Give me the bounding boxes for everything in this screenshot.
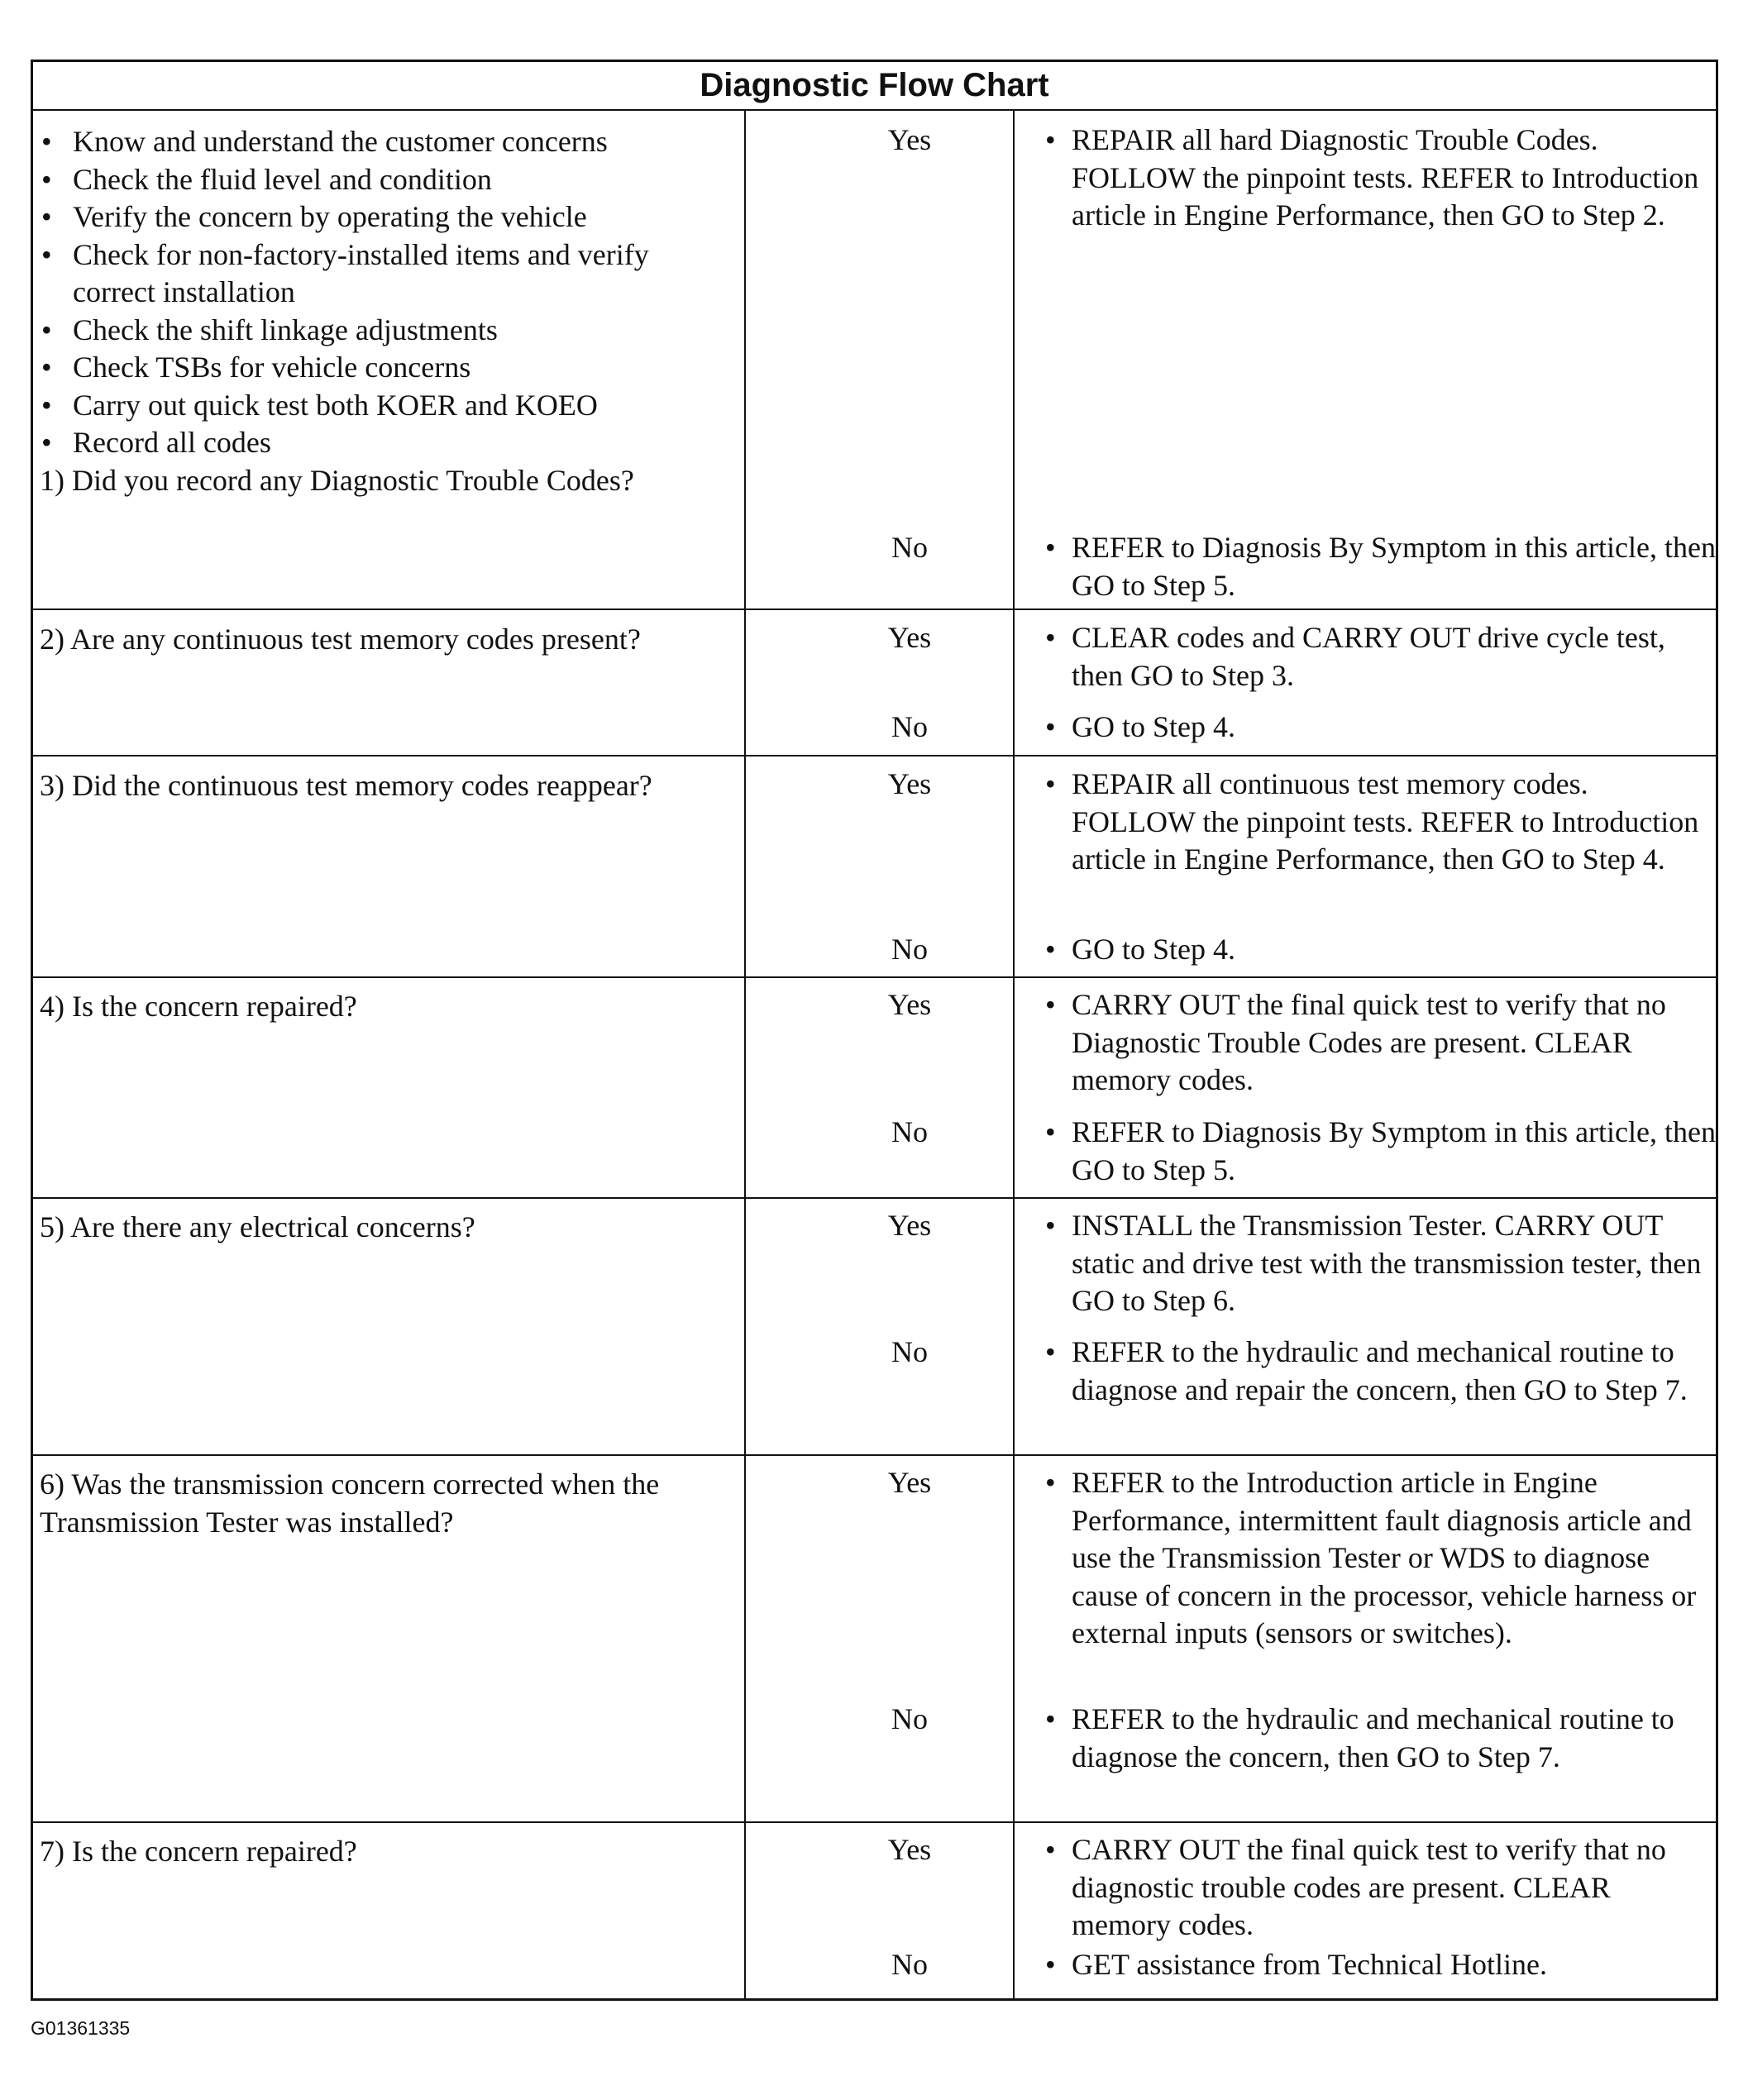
step-1-question-cell [40, 123, 734, 499]
checklist-item: • Check for non-factory-installed items and verify correct installation [40, 236, 734, 312]
step-3-no-action: • GO to Step 4. [1022, 931, 1717, 969]
checklist-item: • Record all codes [40, 424, 734, 462]
diagnostic-flow-chart [31, 60, 1718, 2001]
step-4-no-action: • REFER to Diagnosis By Symptom in this article, then GO to Step 5. [1022, 1114, 1717, 1189]
checklist-item: • Know and understand the customer concerns [40, 123, 734, 161]
step-4-yes-label: Yes [887, 988, 932, 1021]
step-7-yes-label: Yes [887, 1833, 932, 1866]
step-6-yes-label: Yes [887, 1466, 932, 1499]
step-7-yes-action: • CARRY OUT the final quick test to verify that no diagnostic trouble codes are present. CLEAR memory codes. [1022, 1831, 1717, 1945]
checklist-item: • Verify the concern by operating the vehicle [40, 198, 734, 236]
step-1-no-label: No [891, 531, 928, 564]
row-divider [33, 1197, 1716, 1199]
step-5-no-action: • REFER to the hydraulic and mechanical routine to diagnose and repair the concern, then GO to Step 7. [1022, 1334, 1717, 1409]
column-divider-question [744, 109, 746, 1998]
step-1-checklist [40, 123, 734, 462]
step-4-yes-action: • CARRY OUT the final quick test to verify that no Diagnostic Trouble Codes are present. CLEAR memory codes. [1022, 986, 1717, 1100]
step-6-question: 6) Was the transmission concern corrected when the Transmission Tester was installed? [40, 1468, 660, 1539]
step-3-question: 3) Did the continuous test memory codes reappear? [40, 769, 652, 802]
step-1-yes-action: • REPAIR all hard Diagnostic Trouble Codes. FOLLOW the pinpoint tests. REFER to Introduction article in Engine Performance, then GO to Step 2. [1022, 122, 1717, 235]
step-5-yes-label: Yes [887, 1209, 932, 1242]
step-6-yes-action: • REFER to the Introduction article in Engine Performance, intermittent fault diagnosis article and use the Transmission Tester or WDS to diagnose cause of concern in the processor, vehicle harness or external inputs (sensors or switches). [1022, 1464, 1717, 1653]
step-6-no-action: • REFER to the hydraulic and mechanical routine to diagnose the concern, then GO to Step 7. [1022, 1701, 1717, 1776]
figure-code: G01361335 [31, 2017, 131, 2039]
step-5-yes-action: • INSTALL the Transmission Tester. CARRY OUT static and drive test with the transmission tester, then GO to Step 6. [1022, 1207, 1717, 1320]
step-3-no-label: No [891, 933, 928, 966]
row-divider [33, 609, 1716, 610]
step-3-yes-label: Yes [887, 767, 932, 800]
step-6-no-label: No [891, 1702, 928, 1735]
row-divider [33, 976, 1716, 978]
step-1-no-action: • REFER to Diagnosis By Symptom in this article, then GO to Step 5. [1022, 529, 1717, 604]
step-2-yes-label: Yes [887, 621, 932, 654]
step-5-question: 5) Are there any electrical concerns? [40, 1210, 475, 1243]
chart-title: Diagnostic Flow Chart [33, 62, 1716, 111]
step-4-question: 4) Is the concern repaired? [40, 990, 357, 1023]
checklist-item: • Check TSBs for vehicle concerns [40, 349, 734, 387]
step-2-no-action: • GO to Step 4. [1022, 709, 1717, 747]
step-7-no-label: No [891, 1948, 928, 1981]
step-4-no-label: No [891, 1115, 928, 1148]
step-2-no-label: No [891, 710, 928, 743]
step-2-question: 2) Are any continuous test memory codes present? [40, 623, 641, 656]
row-divider [33, 1821, 1716, 1823]
step-3-yes-action: • REPAIR all continuous test memory codes. FOLLOW the pinpoint tests. REFER to Introduction article in Engine Performance, then GO to Step 4. [1022, 766, 1717, 879]
checklist-item: • Check the fluid level and condition [40, 161, 734, 199]
checklist-item: • Carry out quick test both KOER and KOEO [40, 387, 734, 425]
step-7-no-action: • GET assistance from Technical Hotline. [1022, 1946, 1717, 1984]
step-1-yes-label: Yes [887, 123, 932, 156]
step-2-yes-action: • CLEAR codes and CARRY OUT drive cycle test, then GO to Step 3. [1022, 619, 1717, 694]
row-divider [33, 1454, 1716, 1456]
step-5-no-label: No [891, 1335, 928, 1368]
step-1-question: 1) Did you record any Diagnostic Trouble Codes? [40, 463, 634, 497]
row-divider [33, 755, 1716, 756]
step-7-question: 7) Is the concern repaired? [40, 1835, 357, 1868]
checklist-item: • Check the shift linkage adjustments [40, 312, 734, 350]
